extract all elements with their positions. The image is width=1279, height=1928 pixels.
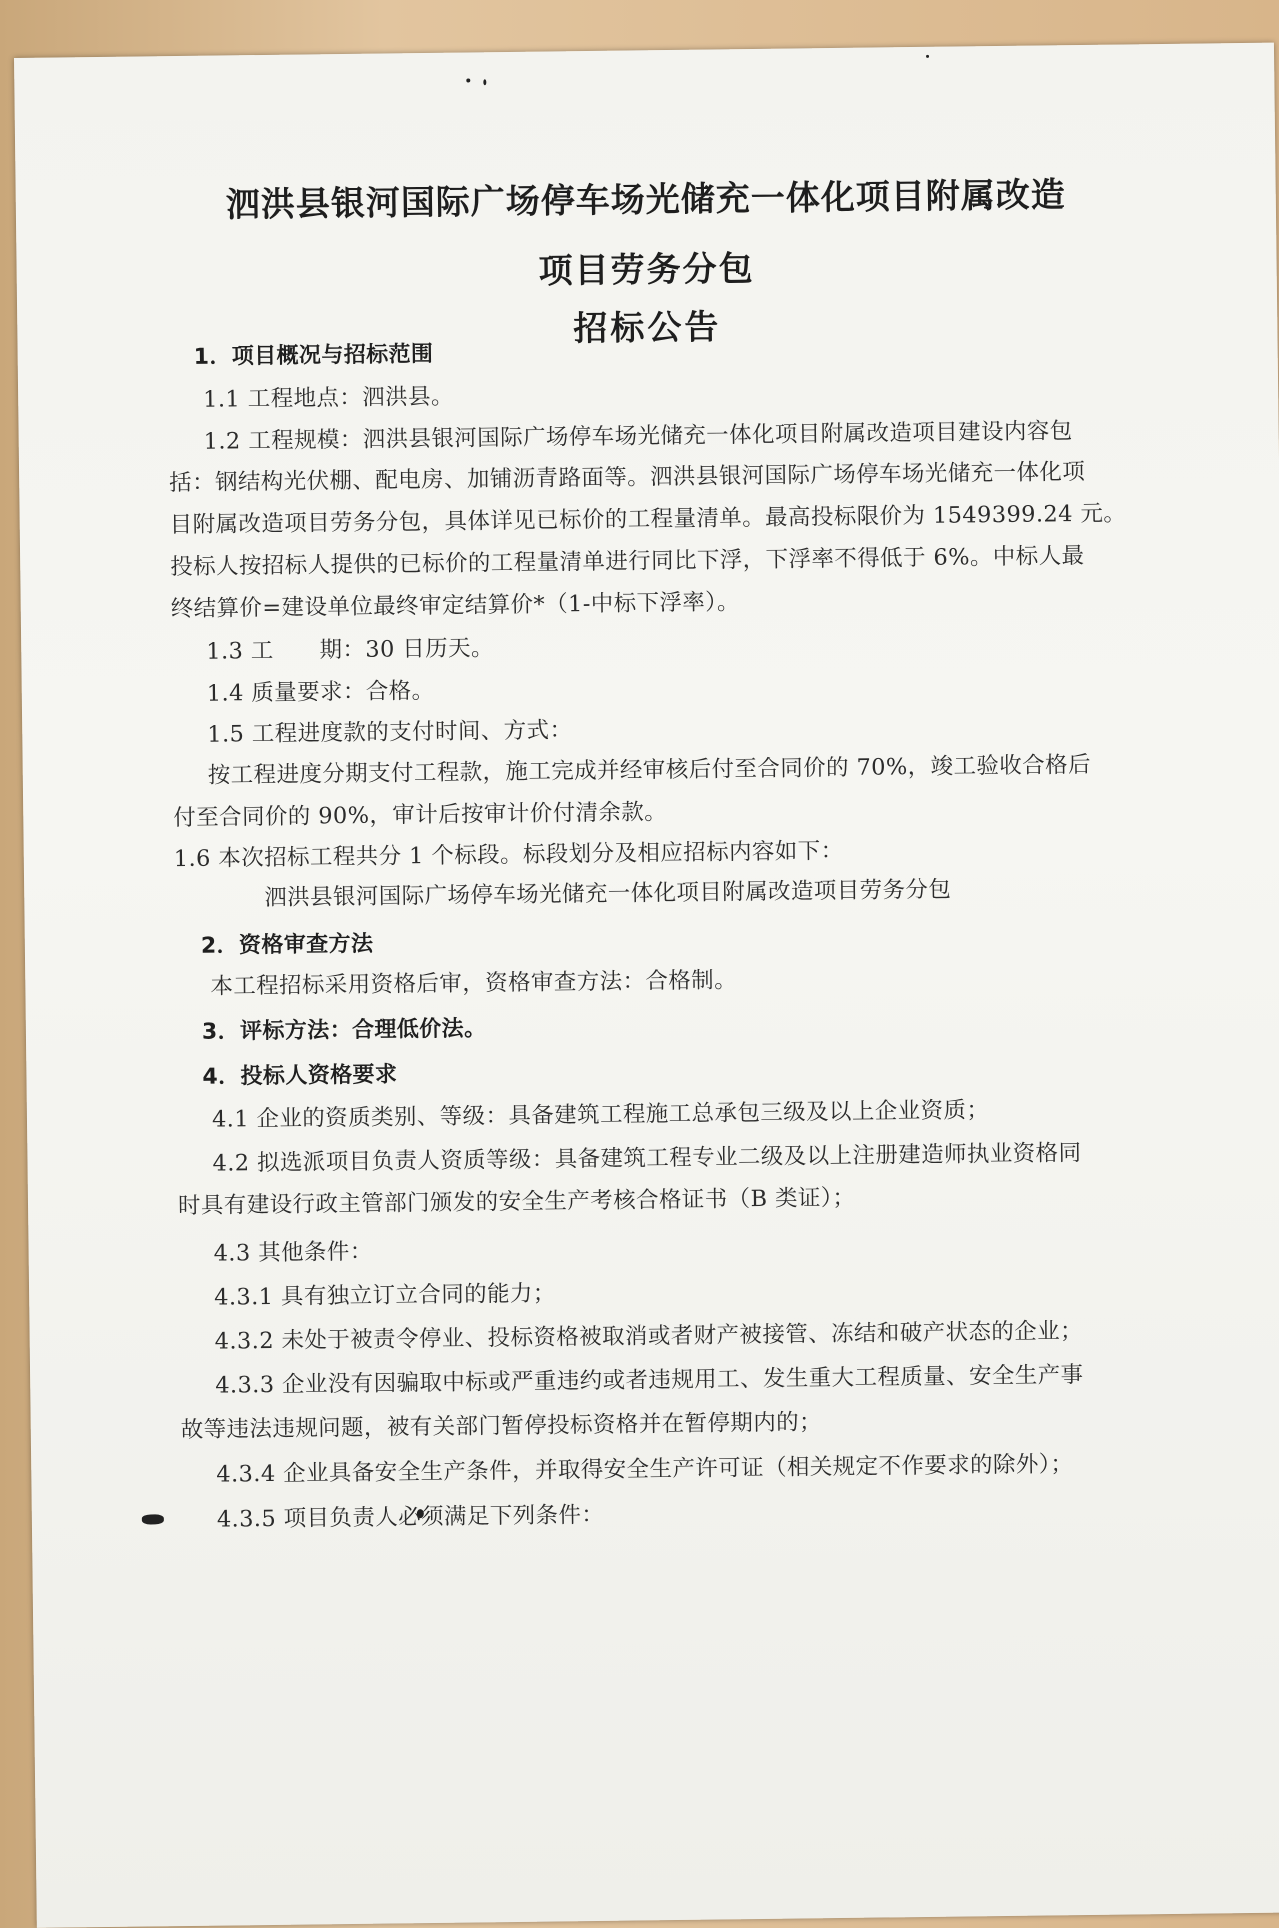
item-1-6: 1.6 本次招标工程共分 1 个标段。标段划分及相应招标内容如下：	[173, 837, 844, 873]
item-1-3: 1.3 工 期：30 日历天。	[206, 635, 495, 665]
item-1-2-line-4: 投标人按招标人提供的已标价的工程量清单进行同比下浮，下浮率不得低于 6%。中标人最	[170, 542, 1085, 581]
ink-blot	[142, 1514, 164, 1524]
ink-speck	[926, 55, 929, 58]
item-4-3-1: 4.3.1 具有独立订立合同的能力；	[214, 1280, 556, 1311]
ink-speck	[466, 78, 470, 82]
item-2-text: 本工程招标采用资格后审，资格审查方法：合格制。	[210, 967, 738, 1000]
item-1-5-line-2: 付至合同价的 90%，审计后按审计价付清余款。	[173, 799, 668, 832]
item-4-1: 4.1 企业的资质类别、等级：具备建筑工程施工总承包三级及以上企业资质；	[211, 1097, 990, 1133]
title-line-3: 招标公告	[573, 307, 722, 350]
item-4-3-4: 4.3.4 企业具备安全生产条件，并取得安全生产许可证（相关规定不作要求的除外）；	[216, 1451, 1074, 1488]
item-1-5-line-1: 按工程进度分期支付工程款，施工完成并经审核后付至合同价的 70%，竣工验收合格后	[207, 751, 1092, 789]
item-4-3-3-line-2: 故等违法违规问题，被有关部门暂停投标资格并在暂停期内的；	[180, 1409, 823, 1444]
item-4-2-line-1: 4.2 拟选派项目负责人资质等级：具备建筑工程专业二级及以上注册建造师执业资格同	[212, 1140, 1082, 1177]
item-4-3: 4.3 其他条件：	[213, 1238, 373, 1267]
section-1-heading: 1．项目概况与招标范围	[193, 341, 434, 370]
ink-speck	[483, 79, 486, 85]
title-line-1: 泗洪县银河国际广场停车场光储充一体化项目附属改造	[225, 175, 1066, 226]
item-1-2-line-3: 目附属改造项目劳务分包，具体详见已标价的工程量清单。最高投标限价为 1549399.24 元。	[169, 500, 1127, 539]
section-4-heading: 4．投标人资格要求	[202, 1062, 398, 1090]
item-4-3-2: 4.3.2 未处于被责令停业、投标资格被取消或者财产被接管、冻结和破产状态的企业；	[214, 1318, 1084, 1355]
section-2-heading: 2．资格审查方法	[200, 931, 374, 959]
item-1-5: 1.5 工程进度款的支付时间、方式：	[207, 717, 573, 748]
item-4-3-5: 4.3.5 项目负责人必须满足下列条件：	[216, 1501, 605, 1533]
item-1-2-line-1: 1.2 工程规模：泗洪县银河国际广场停车场光储充一体化项目附属改造项目建设内容包	[203, 418, 1073, 455]
item-1-2-line-2: 括：钢结构光伏棚、配电房、加铺沥青路面等。泗洪县银河国际广场停车场光储充一体化项	[169, 458, 1086, 497]
item-1-1: 1.1 工程地点：泗洪县。	[203, 383, 454, 413]
item-4-2-line-2: 时具有建设行政主管部门颁发的安全生产考核合格证书（B 类证）；	[177, 1184, 856, 1220]
item-1-4: 1.4 质量要求：合格。	[206, 677, 435, 707]
title-line-2: 项目劳务分包	[538, 248, 755, 292]
item-1-2-line-5: 终结算价=建设单位最终审定结算价*（1-中标下浮率）。	[170, 589, 740, 623]
document-page	[14, 43, 1279, 1928]
section-3-heading: 3．评标方法：合理低价法。	[201, 1016, 487, 1045]
item-1-6-section: 泗洪县银河国际广场停车场光储充一体化项目附属改造项目劳务分包	[264, 876, 952, 912]
item-4-3-3-line-1: 4.3.3 企业没有因骗取中标或严重违约或者违规用工、发生重大工程质量、安全生产事	[215, 1362, 1084, 1399]
